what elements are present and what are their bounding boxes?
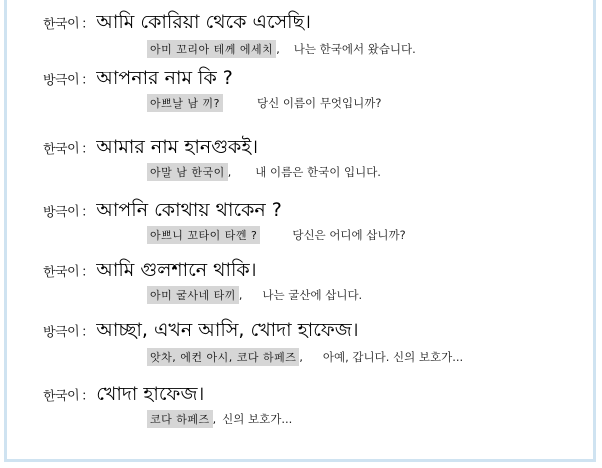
romanization: 코다 하페즈 (147, 410, 213, 428)
korean-translation: 나는 한국에서 왔습니다. (293, 42, 416, 56)
speaker-label: 한국이 (42, 16, 80, 33)
question-mark: ? (222, 67, 233, 89)
separator: ： (81, 265, 95, 280)
bengali-sentence: আপনার নাম কি (96, 67, 217, 89)
speaker-label: 한국이 (42, 388, 80, 405)
bengali-sentence: খোদা হাফেজ। (96, 383, 205, 405)
korean-translation: 아예, 갑니다. 신의 보호가... (322, 350, 464, 364)
bengali-sentence: আপনি কোথায় থাকেন (96, 199, 266, 221)
romanization: 아쁘니 꼬타이 타껜 ? (147, 226, 260, 244)
korean-translation: 나는 굴산에 삽니다. (262, 288, 363, 302)
separator: ： (81, 325, 95, 340)
romanization: 아쁘날 남 끼? (147, 94, 223, 112)
separator: ： (81, 205, 95, 220)
question-mark: ? (271, 199, 282, 221)
speaker-label: 방극이 (42, 324, 80, 341)
romanization: 앗차, 에컨 아시, 코다 하페즈 (147, 348, 299, 366)
romanization: 아말 남 한국이 (147, 163, 228, 181)
bengali-sentence: আমি কোরিয়া থেকে এসেছি। (96, 11, 311, 33)
bengali-sentence: আমার নাম হানগুকই। (96, 136, 259, 158)
korean-translation: 당신 이름이 무엇입니까? (256, 96, 382, 110)
romanization: 아미 굴사네 타끼 (147, 286, 239, 304)
romanization: 아미 꼬리아 테께 에세치 (147, 40, 276, 58)
speaker-label: 방극이 (42, 72, 80, 89)
bengali-sentence: আমি গুলশানে থাকি। (96, 259, 257, 281)
page-frame: 한국이 ： আমি কোরিয়া থেকে এসেছি। 아미 꼬리아 테께 에세치 , 나는 한국에서 왔습니다. 방극이 ： আপনার নাম কি ? 아쁘날 남 끼? 당신 이름이 무엇입니까? 한국이 ： আমার নাম হানগুকই। 아말 남 한국이 , 내 이름은 한국이 입니다. 방극이 ： আপনি কোথায় থাকেন ? 아쁘니 꼬타이 타껜 ? 당신은 어디에 삽니까? 한국이 ： আমি গুলশানে থাকি। 아미 굴사네 타끼 , 나는 굴산에 삽니다. 방극이 ： আচ্ছা, এখন আসি, খোদা হাফেজ। 앗차, 에컨 아시, 코다 하페즈 , 아예, 갑니다. 신의 보호가... 한국이 ： খোদা হাফেজ। 코다 하페즈 , 신의 보호가... (4, 0, 596, 462)
korean-translation: 신의 보호가... (222, 412, 293, 426)
separator: ： (81, 142, 95, 157)
korean-translation: 내 이름은 한국이 입니다. (255, 165, 381, 179)
bengali-sentence: আচ্ছা, এখন আসি, খোদা হাফেজ। (96, 319, 359, 341)
speaker-label: 방극이 (42, 204, 80, 221)
separator: ： (81, 389, 95, 404)
separator: ： (81, 73, 95, 88)
speaker-label: 한국이 (42, 141, 80, 158)
speaker-label: 한국이 (42, 264, 80, 281)
separator: ： (81, 17, 95, 32)
korean-translation: 당신은 어디에 삽니까? (292, 228, 406, 242)
